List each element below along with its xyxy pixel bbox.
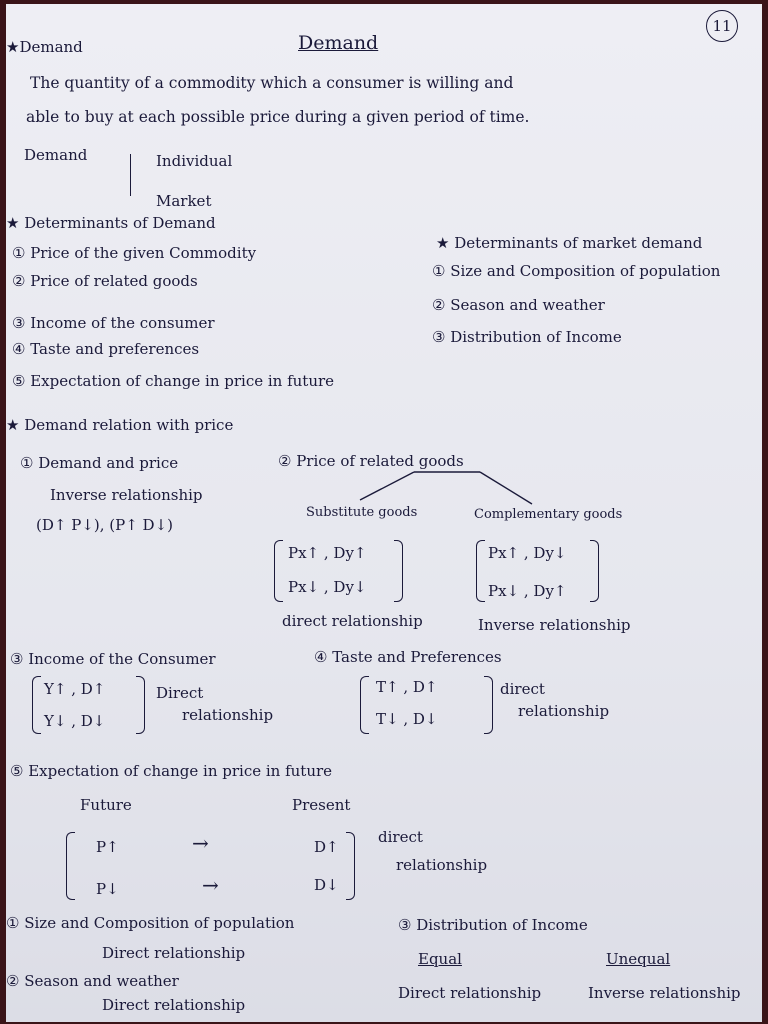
expectation-bracket-left <box>66 832 75 900</box>
substitute-row-1: Px↑ , Dy↑ <box>288 544 367 562</box>
star-demand-heading: ★Demand <box>6 38 83 56</box>
income-bracket-right <box>136 676 145 734</box>
expectation-row-2-right: D↓ <box>314 876 339 894</box>
market-determinants-heading: ★ Determinants of market demand <box>436 234 703 252</box>
types-label: Demand <box>24 146 88 164</box>
determinants-heading: ★ Determinants of Demand <box>6 214 216 232</box>
relation-heading: ★ Demand relation with price <box>6 416 234 434</box>
expectation-relation-2: relationship <box>396 856 488 874</box>
determinant-item: ④ Taste and preferences <box>12 340 200 358</box>
right-arrow-icon: → <box>192 831 209 855</box>
page-title: Demand <box>298 32 379 54</box>
definition-line-1: The quantity of a commodity which a consumer is willing and <box>30 74 514 92</box>
definition-line-2: able to buy at each possible price during a given period of time. <box>26 108 530 126</box>
complementary-relation: Inverse relationship <box>478 616 631 634</box>
size-composition-item: ① Size and Composition of population <box>6 914 295 932</box>
unequal-relation: Inverse relationship <box>588 984 741 1002</box>
size-relation: Direct relationship <box>102 944 246 962</box>
taste-bracket-right <box>484 676 493 734</box>
substitute-goods-label: Substitute goods <box>306 505 418 520</box>
market-determinant-item: ③ Distribution of Income <box>432 328 622 346</box>
season-relation: Direct relationship <box>102 996 246 1014</box>
complementary-bracket-left <box>476 540 485 602</box>
market-determinant-item: ① Size and Composition of population <box>432 262 721 280</box>
taste-relation-1: direct <box>500 680 545 698</box>
taste-heading: ④ Taste and Preferences <box>314 648 502 666</box>
income-relation-2: relationship <box>182 706 274 724</box>
complementary-bracket-right <box>590 540 599 602</box>
complementary-row-1: Px↑ , Dy↓ <box>488 544 567 562</box>
related-goods-item: ② Price of related goods <box>278 452 464 470</box>
future-column-label: Future <box>80 796 132 814</box>
taste-relation-2: relationship <box>518 702 610 720</box>
expectation-relation-1: direct <box>378 828 423 846</box>
income-bracket-left <box>32 676 41 734</box>
complementary-row-2: Px↓ , Dy↑ <box>488 582 567 600</box>
income-row-1: Y↑ , D↑ <box>44 680 106 698</box>
distribution-item: ③ Distribution of Income <box>398 916 588 934</box>
substitute-bracket-left <box>274 540 283 602</box>
unequal-label: Unequal <box>606 950 671 968</box>
equal-label: Equal <box>418 950 462 968</box>
page-number: 11 <box>706 10 738 42</box>
expectation-bracket-right <box>346 832 355 900</box>
expectation-row-2-left: P↓ <box>96 880 119 898</box>
substitute-bracket-right <box>394 540 403 602</box>
income-row-2: Y↓ , D↓ <box>44 712 106 730</box>
type-market: Market <box>156 192 212 210</box>
taste-bracket-left <box>360 676 369 734</box>
income-relation-1: Direct <box>156 684 204 702</box>
present-column-label: Present <box>292 796 351 814</box>
income-heading: ③ Income of the Consumer <box>10 650 216 668</box>
determinant-item: ⑤ Expectation of change in price in future <box>12 372 335 390</box>
determinant-item: ① Price of the given Commodity <box>12 244 257 262</box>
market-determinant-item: ② Season and weather <box>432 296 605 314</box>
type-individual: Individual <box>156 152 233 170</box>
expectation-heading: ⑤ Expectation of change in price in future <box>10 762 333 780</box>
notes-page <box>6 4 762 1022</box>
substitute-row-2: Px↓ , Dy↓ <box>288 578 367 596</box>
equal-relation: Direct relationship <box>398 984 542 1002</box>
season-weather-item: ② Season and weather <box>6 972 179 990</box>
expectation-row-1-right: D↑ <box>314 838 339 856</box>
inverse-relationship: Inverse relationship <box>50 486 203 504</box>
taste-row-2: T↓ , D↓ <box>376 710 438 728</box>
complementary-goods-label: Complementary goods <box>474 507 623 522</box>
demand-price-item: ① Demand and price <box>20 454 179 472</box>
expectation-row-1-left: P↑ <box>96 838 119 856</box>
determinant-item: ③ Income of the consumer <box>12 314 215 332</box>
determinant-item: ② Price of related goods <box>12 272 198 290</box>
right-arrow-icon: → <box>202 873 219 897</box>
taste-row-1: T↑ , D↑ <box>376 678 438 696</box>
substitute-relation: direct relationship <box>282 612 423 630</box>
inverse-expression: (D↑ P↓), (P↑ D↓) <box>36 516 173 534</box>
